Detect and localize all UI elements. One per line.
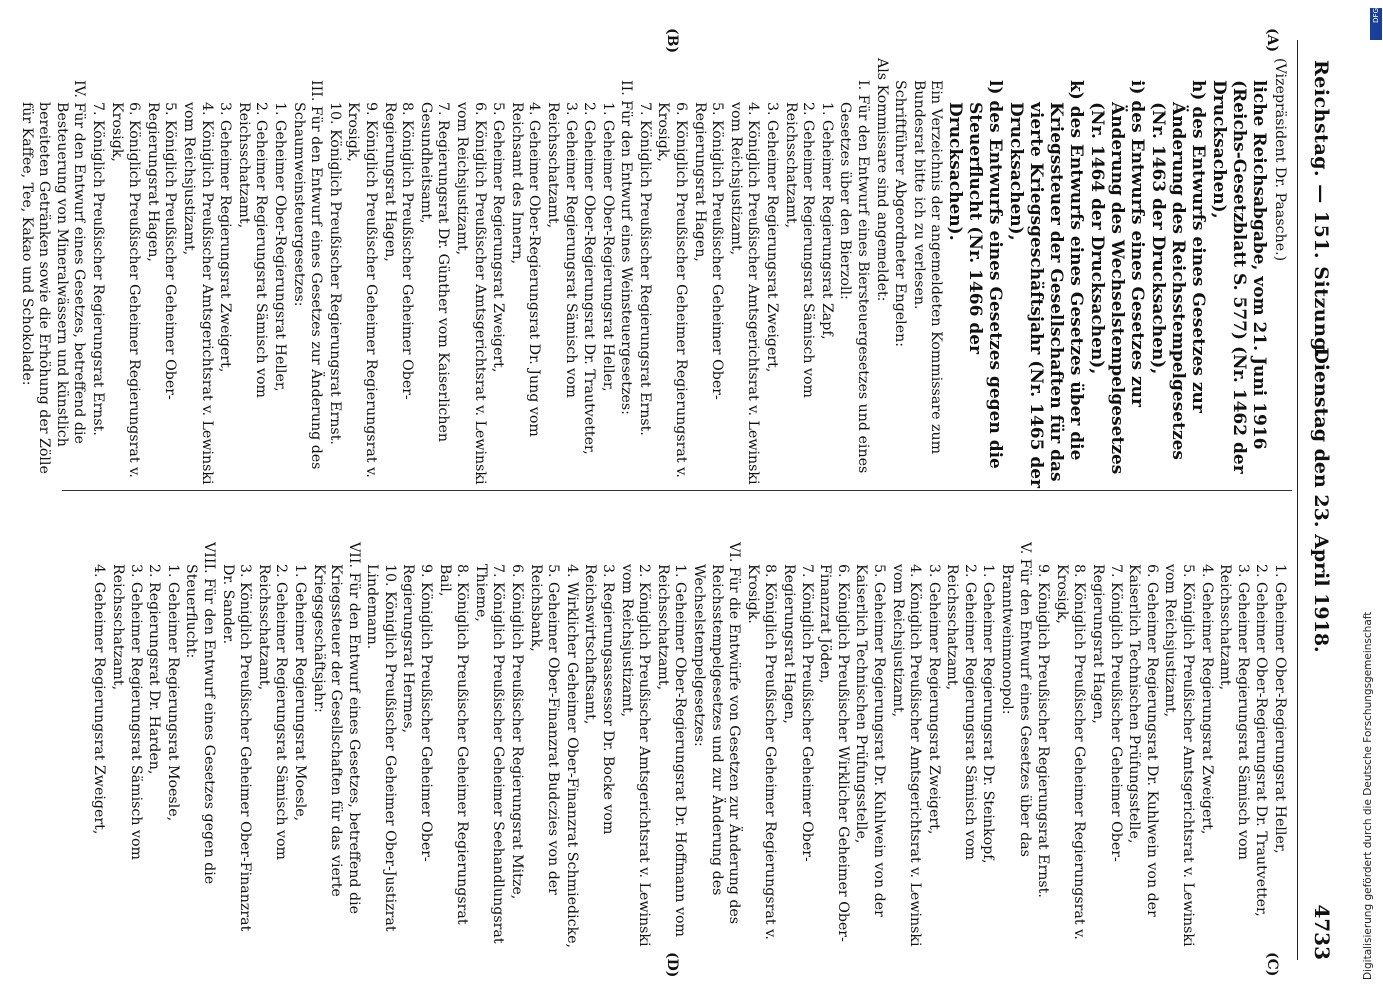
- text-paragraph: I. Für den Entwurf eines Biersteuergesetzes und eines Gesetzes über den Bierzoll:: [837, 80, 872, 474]
- text-paragraph: 3. Geheimer Regierungsrat Sämisch vom Reichsschatzamt,: [544, 102, 579, 399]
- text-paragraph: V. Für den Entwurf eines Gesetzes über das Branntweinmonopol:: [999, 542, 1033, 857]
- text-paragraph: k) des Entwurfs eines Gesetzes über die Kriegssteuer der Gesellschaften für das vierte Kriegsgeschäftsjahr (Nr. 1465 der Drucksachen),: [1006, 80, 1087, 489]
- text-paragraph: 8. Königlich Preußischer Geheimer Regierungsrat v. Krosigk,: [1053, 564, 1088, 940]
- text-paragraph: 10. Königlich Preußischer Regierungsrat Ernst.: [326, 102, 343, 445]
- text-paragraph: liche Reichsabgabe, vom 21. Juni 1916 (Reichs-Gesetzblatt S. 577) (Nr. 1462 der Drucksachen),: [1209, 80, 1270, 474]
- text-paragraph: 6. Königlich Preußischer Geheimer Regierungsrat v. Krosigk,: [108, 102, 143, 478]
- text-paragraph: 5. Geheimer Regierungsrat Zweigert,: [490, 102, 507, 373]
- rotated-document-page: [18, 20, 1340, 980]
- text-paragraph: 2. Geheimer Regierungsrat Sämisch vom Reichsschatzamt,: [782, 102, 817, 399]
- text-paragraph: Schriftführer Abgeordneter Engelen:: [892, 80, 909, 348]
- text-paragraph: 5. Königlich Preußischer Amtsgerichtsrat v. Lewinski vom Reichsjustizamt,: [1162, 564, 1197, 947]
- text-paragraph: 8. Königlich Preußischer Geheimer Regierungsrat Bail,: [436, 564, 471, 925]
- text-paragraph: 1. Geheimer Regierungsrat Zapf,: [818, 102, 835, 340]
- text-paragraph: 6. Königlich Preußischer Regierungsrat Mitze,: [509, 564, 526, 900]
- text-paragraph: 4. Königlich Preußischer Amtsgerichtsrat v. Lewinski vom Reichsjustizamt,: [889, 564, 924, 947]
- header-date: Dienstag den 23. April 1918.: [1310, 347, 1332, 653]
- text-paragraph: 4. Königlich Preußischer Amtsgerichtsrat v. Lewinski vom Reichsjustizamt,: [727, 102, 762, 485]
- text-paragraph: 6. Königlich Preußischer Wirklicher Geheimer Ober-Finanzrat Jöden,: [817, 564, 851, 942]
- text-paragraph: 2. Geheimer Regierungsrat Sämisch vom Reichsschatzamt,: [235, 102, 270, 399]
- text-paragraph: l) des Entwurfs eines Gesetzes gegen die Steuerflucht (Nr. 1466 der Drucksachen).: [945, 80, 1006, 469]
- left-text-column: [16, 58, 1288, 488]
- margin-marker-a: (A): [1264, 28, 1280, 53]
- text-paragraph: VIII. Für den Entwurf eines Gesetzes gegen die Steuerflucht:: [183, 542, 217, 885]
- text-paragraph: 1. Geheimer Ober-Regierungsrat Heller,: [272, 102, 289, 392]
- text-paragraph: VII. Für den Entwurf eines Gesetzes, betreffend die Kriegssteuer der Gesellschaften für das vierte Kriegsgeschäftsjahr:: [310, 542, 362, 915]
- text-paragraph: 3. Geheimer Regierungsrat Sämisch vom Reichsschatzamt,: [110, 564, 144, 861]
- text-paragraph: h) des Entwurfs eines Gesetzes zur Änderung des Reichsstempelgesetzes (Nr. 1463 der Drucksachen),: [1148, 80, 1209, 460]
- text-paragraph: 5. Königlich Preußischer Geheimer Ober-Regierungsrat Hagen,: [691, 102, 726, 400]
- text-paragraph: Als Kommissare sind angemeldet:: [873, 58, 890, 302]
- text-paragraph: 4. Geheimer Regierungsrat Zweigert,: [91, 564, 108, 835]
- text-paragraph: 1. Geheimer Regierungsrat Dr. Steinkopf,: [980, 564, 997, 864]
- text-paragraph: 8. Königlich Preußischer Geheimer Regierungsrat v. Krosigk.: [744, 564, 779, 940]
- text-paragraph: 6. Königlich Preußischer Amtsgerichtsrat v. Lewinski vom Reichsjustizamt,: [453, 102, 488, 485]
- text-paragraph: 8. Königlich Preußischer Geheimer Ober-Regierungsrat Hagen,: [381, 102, 416, 400]
- text-paragraph: 6. Königlich Preußischer Geheimer Regierungsrat v. Krosigk,: [655, 102, 690, 478]
- text-paragraph: 7. Königlich Preußischer Regierungsrat Ernst.: [90, 102, 107, 436]
- text-paragraph: 2. Geheimer Ober-Regierungsrat Dr. Trautvetter,: [581, 102, 598, 455]
- text-paragraph: 9. Königlich Preußischer Regierungsrat Ernst.: [1035, 564, 1052, 898]
- text-paragraph: 4. Geheimer Ober-Regierungsrat Dr. Jung vom Reichsamt des Innern,: [508, 102, 543, 437]
- text-paragraph: 3. Königlich Preußischer Geheimer Ober-Finanzrat Dr. Sander.: [219, 564, 254, 932]
- text-paragraph: II. Für den Entwurf eines Weinsteuergesetzes:: [618, 80, 635, 415]
- right-text-column: [89, 520, 1288, 950]
- text-paragraph: 5. Königlich Preußischer Geheimer Ober-Regierungsrat Hagen,: [144, 102, 179, 400]
- text-paragraph: 7. Regierungsrat Dr. Günther vom Kaiserlichen Gesundheitsamt,: [417, 102, 452, 443]
- text-paragraph: 2. Regierungsrat Dr. Harden,: [146, 564, 163, 775]
- text-paragraph: 5. Geheimer Regierungsrat Dr. Kuhlwein von der Kaiserlich Technischen Prüfungsstelle,: [853, 564, 887, 917]
- text-paragraph: 1. Geheimer Ober-Regierungsrat Dr. Hoffmann vom Reichsschatzamt,: [654, 564, 689, 937]
- text-paragraph: 2. Geheimer Regierungsrat Sämisch vom Reichsschatzamt,: [944, 564, 978, 861]
- text-paragraph: 1. Geheimer Ober-Regierungsrat Heller,: [1272, 564, 1288, 854]
- page-number: 4733: [1310, 904, 1334, 960]
- text-paragraph: IV. Für den Entwurf eines Gesetzes, betreffend die Besteuerung von Mineralwässern und künstlich bereiteten Getränken sowie die Erhöhung der Zölle für Kaffee, Tee, Kakao und Schokolade:: [18, 80, 88, 474]
- page-header: [1300, 20, 1340, 980]
- text-paragraph: 3. Geheimer Regierungsrat Zweigert,: [764, 102, 781, 373]
- margin-marker-b: (B): [664, 28, 680, 54]
- text-paragraph: 2. Geheimer Regierungsrat Sämisch vom Reichsschatzamt,: [255, 564, 290, 861]
- text-paragraph: 4. Geheimer Regierungsrat Zweigert,: [1198, 564, 1215, 835]
- text-paragraph: 7. Königlich Preußischer Regierungsrat Ernst.: [636, 102, 653, 436]
- text-paragraph: 2. Königlich Preußischer Amtsgerichtsrat v. Lewinski vom Reichsjustizamt,: [618, 564, 653, 947]
- text-paragraph: 7. Königlich Preußischer Geheimer Seehandlungsrat Thieme,: [472, 564, 507, 944]
- text-paragraph: 1. Geheimer Regierungsrat Moesle,: [291, 564, 308, 822]
- text-paragraph: 4. Königlich Preußischer Amtsgerichtsrat v. Lewinski vom Reichsjustizamt,: [181, 102, 215, 485]
- text-paragraph: 6. Geheimer Regierungsrat Dr. Kuhlwein von der Kaiserlich Technischen Prüfungsstelle,: [1126, 564, 1160, 917]
- text-paragraph: 2. Geheimer Ober-Regierungsrat Dr. Trautvetter,: [1253, 564, 1270, 917]
- dfg-logo: DFG: [1370, 8, 1382, 40]
- text-paragraph: 3. Geheimer Regierungsrat Sämisch vom Reichsschatzamt,: [1217, 564, 1251, 861]
- text-paragraph: 1. Geheimer Regierungsrat Moesle,: [164, 564, 181, 822]
- text-paragraph: 5. Geheimer Ober-Finanzrat Budczies von der Reichsbank,: [527, 564, 562, 895]
- header-session: Reichstag. — 151. Sitzung.: [1310, 60, 1332, 359]
- text-paragraph: 9. Königlich Preußischer Geheimer Ober-Regierungsrat Hermes,: [400, 564, 435, 862]
- text-paragraph: 3. Regierungsassessor Dr. Bocke vom Reichswirtschaftsamt,: [582, 564, 617, 835]
- digitization-note: Digitalisierung gefördert durch die Deutsche Forschungsgemeinschaft: [1362, 611, 1374, 980]
- text-paragraph: 10. Königlich Preußischer Geheimer Ober-Justizrat Lindemann.: [364, 564, 398, 932]
- text-paragraph: VI. Für die Entwürfe von Gesetzen zur Änderung des Reichsstempelgesetzes und zur Änderung des Wechselstempelgesetzes:: [691, 542, 743, 925]
- text-paragraph: 1. Geheimer Ober-Regierungsrat Heller,: [599, 102, 616, 392]
- text-paragraph: 4. Wirklicher Geheimer Ober-Finanzrat Schmiedicke,: [563, 564, 580, 949]
- text-paragraph: 7. Königlich Preußischer Geheimer Ober-Regierungsrat Hagen,: [1090, 564, 1124, 862]
- column-divider: [62, 490, 1292, 491]
- text-paragraph: i) des Entwurfs eines Gesetzes zur Änderung des Wechselstempelgesetzes (Nr. 1464 der Drucksachen),: [1087, 80, 1148, 475]
- header-rule: [1297, 40, 1298, 960]
- text-paragraph: 9. Königlich Preußischer Geheimer Regierungsrat v. Krosigk,: [345, 102, 379, 478]
- text-paragraph: 7. Königlich Preußischer Geheimer Ober-Regierungsrat Hagen,: [780, 564, 815, 862]
- text-paragraph: III. Für den Entwurf eines Gesetzes zur Änderung des Schaumweinsteuergesetzes:: [290, 80, 325, 470]
- margin-marker-c: (C): [1264, 952, 1280, 977]
- text-paragraph: 3. Geheimer Regierungsrat Zweigert,: [925, 564, 942, 835]
- text-paragraph: 3. Geheimer Regierungsrat Zweigert,: [217, 102, 234, 373]
- text-paragraph: (Vizepräsident Dr. Paasche.): [1272, 58, 1288, 262]
- text-paragraph: Ein Verzeichnis der angemeldeten Kommissare zum Bundesrat bitte ich zu verlesen.: [910, 80, 945, 455]
- margin-marker-d: (D): [664, 952, 680, 978]
